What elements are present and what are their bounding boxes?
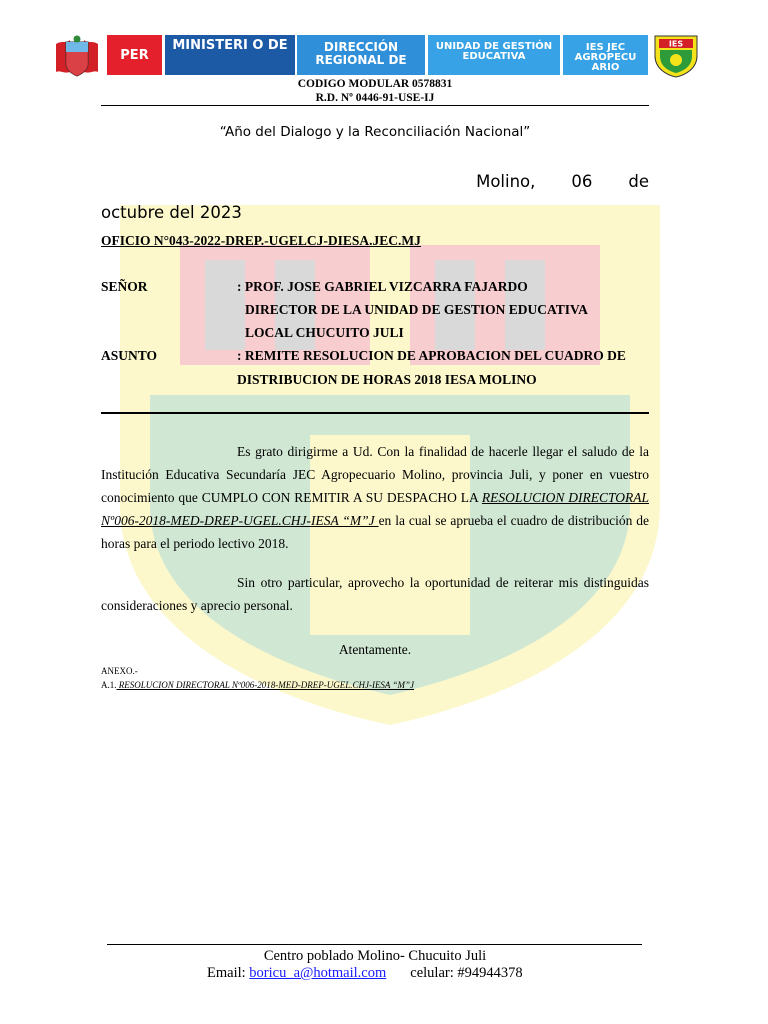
- date-line-2: octubre del 2023: [101, 203, 242, 222]
- footer-email-link[interactable]: boricu_a@hotmail.com: [249, 965, 387, 981]
- body-p1-text: Es grato dirigirme a Ud. Con la finalidad de hacerle llegar el saludo de la Institución Educativa Secundaría JEC Agropecuario Molino, provincia Juli, y poner en vuestro conocimiento que CUMPLO CON REMITIR A SU DESPACHO LA: [101, 444, 649, 505]
- header-box-ies: IES JEC AGROPECU ARIO: [563, 35, 648, 75]
- footer-phone: celular: #94944378: [410, 965, 523, 981]
- subject-divider: [101, 412, 649, 414]
- year-motto: “Año del Dialogo y la Reconciliación Nacional”: [219, 124, 531, 140]
- body-paragraph-1: [101, 440, 649, 555]
- anexo-item-text: RESOLUCION DIRECTORAL Nº006-2018-MED-DREP-UGEL.CHJ-IESA “M”J: [116, 680, 415, 690]
- resolucion-creacion: R.D. Nº 0446-91-USE-IJ: [315, 92, 435, 104]
- senor-label: SEÑOR: [101, 279, 148, 294]
- header-box-ministerio: MINISTERI O DE: [165, 35, 295, 75]
- date-de: de: [628, 172, 649, 191]
- subject-line-2: DISTRIBUCION DE HORAS 2018 IESA MOLINO: [237, 372, 537, 387]
- body-p1-end: en la cual se aprueba el cuadro de distribución de horas para el periodo lectivo 2018.: [101, 513, 649, 551]
- anexo-item-prefix: A.1.: [101, 680, 117, 690]
- recipient-location: LOCAL CHUCUITO JULI: [245, 325, 404, 340]
- peru-coat-of-arms-icon: [52, 34, 102, 78]
- footer-divider: [107, 944, 642, 945]
- school-codes: [0, 77, 750, 105]
- codigo-modular: CODIGO MODULAR 0578831: [297, 78, 453, 90]
- ies-school-logo-icon: [652, 34, 700, 78]
- header-divider: [101, 105, 649, 106]
- asunto-label: ASUNTO: [101, 348, 158, 363]
- recipient-title: DIRECTOR DE LA UNIDAD DE GESTION EDUCATIVA: [245, 302, 588, 317]
- anexo-item: [101, 680, 414, 690]
- footer-contact: [207, 965, 523, 982]
- oficio-number: OFICIO N°043-2022-DREP.-UGELCJ-DIESA.JEC.MJ: [101, 233, 421, 248]
- footer-address: Centro poblado Molino- Chucuito Juli: [263, 948, 487, 964]
- date-place: Molino,: [476, 172, 536, 191]
- closing: Atentamente.: [338, 642, 412, 657]
- ies-logo-text: IES: [668, 39, 684, 49]
- resolution-reference: RESOLUCION DIRECTORAL Nº006-2018-MED-DREP-UGEL.CHJ-IESA “M”J: [101, 490, 649, 528]
- date-line-1: [101, 172, 649, 191]
- body-paragraph-2: [101, 571, 649, 617]
- recipient-name: : PROF. JOSE GABRIEL VIZCARRA FAJARDO: [237, 279, 528, 294]
- anexo-label: ANEXO.-: [101, 666, 138, 676]
- header-box-peru: PER: [107, 35, 162, 75]
- date-day: 06: [571, 172, 593, 191]
- subject-line-1: : REMITE RESOLUCION DE APROBACION DEL CUADRO DE: [237, 348, 626, 363]
- footer-email-label: Email:: [207, 965, 250, 981]
- header-box-direccion-regional: DIRECCIÓN REGIONAL DE: [297, 35, 425, 75]
- body-p2-text: Sin otro particular, aprovecho la oportunidad de reiterar mis distinguidas consideraciones y aprecio personal.: [101, 575, 649, 613]
- header-box-ugel: UNIDAD DE GESTIÓN EDUCATIVA: [428, 35, 560, 75]
- letterhead: [52, 34, 700, 78]
